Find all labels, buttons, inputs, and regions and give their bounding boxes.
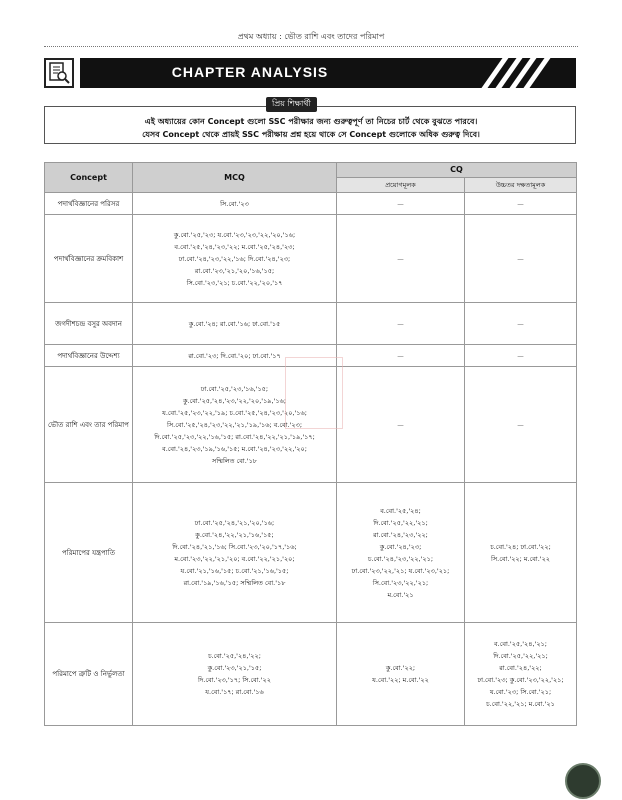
mcq-cell: [133, 303, 337, 345]
reference-line: রা.বো.'২৩,'২১,'২০,'১৬,'১৫;: [194, 266, 275, 275]
header-mcq: MCQ: [133, 163, 337, 193]
reference-line: দি.বো.'২৫,'২২,'২১;: [373, 518, 428, 527]
reference-line: য.বো.'২৫,'২৩,'২২,'১৯; চ.বো.'২৫,'২৪,'২৩,'২০,'১৬;: [162, 408, 307, 417]
reference-line: —: [517, 420, 524, 429]
concept-cell: পরিমাপে ত্রুটি ও নির্ভুলতা: [45, 623, 133, 726]
reference-line: য.বো.'১৭; রা.বো.'১৬: [205, 688, 264, 696]
watermark-logo: [285, 357, 343, 429]
note-label: প্রিয় শিক্ষার্থী: [266, 97, 317, 112]
cq-app-cell: [337, 303, 465, 345]
header-cq-higher-skill: উচ্চতর দক্ষতামূলক: [465, 178, 577, 193]
reference-line: রা.বো.'১৯,'১৬,'১৫; সম্মিলিত বো.'১৮: [183, 578, 286, 587]
mcq-cell: [133, 483, 337, 623]
reference-line: সি.বো.'২২; ম.বো.'২২: [490, 554, 551, 563]
concept-cell: পরিমাপের যন্ত্রপাতি: [45, 483, 133, 623]
reference-line: —: [517, 199, 524, 208]
reference-line: ব.বো.'২৫,'২৪,'২১;: [494, 640, 547, 648]
reference-line: কু.বো.'২৫,'২৪,'২৩,'২২,'২০,'১৯,'১৬;: [182, 396, 287, 405]
cq-high-cell: [465, 303, 577, 345]
mcq-cell: [133, 215, 337, 303]
reference-line: ঢা.বো.'২৫,'২৩,'১৬,'১৫;: [200, 384, 269, 393]
publisher-logo: [565, 763, 601, 799]
reference-line: কু.বো.'২৩,'২১,'১৫;: [207, 664, 262, 672]
header-divider: [44, 46, 578, 47]
concept-cell: ভৌত রাশি এবং তার পরিমাপ: [45, 367, 133, 483]
reference-line: সি.বো.'২৩,'২২,'২১;: [372, 578, 429, 587]
reference-line: ম.বো.'২৩,'২২,'২১,'২০; ব.বো.'২২,'২১,'২০;: [174, 554, 295, 563]
cq-app-cell: [337, 623, 465, 726]
note-line-2: যেসব Concept থেকে প্রায়ই SSC পরীক্ষায় প্রশ্ন হয়ে থাকে সে Concept গুলোকে অধিক গুরুত্ব দিবে।: [142, 130, 480, 139]
table-row: [45, 623, 577, 726]
cq-app-cell: [337, 215, 465, 303]
reference-line: য.বো.'২২; ম.বো.'২২: [372, 676, 429, 684]
document-search-icon: [44, 58, 74, 88]
reference-line: ব.বো.'২৫,'২৪,'২৩,'২২; ম.বো.'২৫,'২৪,'২৩;: [174, 242, 295, 251]
cq-high-cell: [465, 483, 577, 623]
reference-line: ঢা.বো.'২৪,'২৩,'২২,'১৬; দি.বো.'২৪,'২৩;: [178, 254, 291, 263]
chapter-analysis-table: [44, 162, 577, 726]
header-cq: CQ: [337, 163, 577, 178]
cq-app-cell: [337, 483, 465, 623]
table-row: [45, 303, 577, 345]
reference-line: রা.বো.'২৩; দি.বো.'২০; ঢা.বো.'১৭: [188, 351, 281, 360]
cq-high-cell: [465, 623, 577, 726]
reference-line: —: [397, 351, 404, 360]
header-concept: Concept: [45, 163, 133, 193]
reference-line: কু.বো.'২৪; রা.বো.'১৬; ঢা.বো.'১৫: [188, 319, 281, 328]
reference-line: —: [397, 254, 404, 263]
reference-line: দি.বো.'২৫,'২৩,'২২,'১৬,'১৫; রা.বো.'২৪,'২২,'২১,'১৯,'১৭;: [154, 432, 315, 441]
reference-line: রা.বো.'২৪,'২৩,'২২;: [373, 530, 428, 539]
reference-line: ঢা.বো.'২৫,'২৪,'২১,'২০,'১৬;: [194, 518, 275, 527]
reference-line: ঢা.বো.'২৩,'২২,'২১; য.বো.'২৩,'২১;: [351, 566, 450, 575]
reference-line: ঢা.বো.'২৩; কু.বো.'২৩,'২২,'২১;: [477, 676, 564, 684]
reference-line: দি.বো.'২৫,'২২,'২১;: [493, 652, 548, 660]
reference-line: ব.বো.'২৫,'২৪;: [380, 506, 421, 515]
table-row: [45, 193, 577, 215]
cq-app-cell: [337, 345, 465, 367]
concept-cell: পদার্থবিজ্ঞানের পরিসর: [45, 193, 133, 215]
cq-high-cell: [465, 345, 577, 367]
mcq-cell: [133, 193, 337, 215]
cq-high-cell: [465, 193, 577, 215]
reference-line: —: [517, 254, 524, 263]
table-row: [45, 215, 577, 303]
reference-line: চ.বো.'২৪,'২৩,'২২,'২১;: [367, 554, 434, 563]
reference-line: —: [517, 351, 524, 360]
concept-cell: পদার্থবিজ্ঞানের ক্রমবিকাশ: [45, 215, 133, 303]
reference-line: য.বো.'২১,'১৬,'১৫; চ.বো.'২১,'১৬,'১৫;: [180, 566, 289, 575]
reference-line: দি.বো.'২৩,'১৭; সি.বো.'২২: [197, 676, 271, 684]
reference-line: দি.বো.'২৪,'২১,'১৬; সি.বো.'২৩,'২০,'১৭,'১৬;: [172, 542, 297, 551]
chapter-header: প্রথম অধ্যায় : ভৌত রাশি এবং তাদের পরিমাপ: [237, 32, 385, 41]
reference-line: সম্মিলিত বো.'১৮: [211, 456, 258, 465]
reference-line: চ.বো.'২৫,'২৪,'২২;: [208, 652, 261, 660]
reference-line: সি.বো.'২৩,'২১; চ.বো.'২২,'২০,'১৭: [186, 278, 283, 287]
concept-cell: জগদীশচন্দ্র বসুর অবদান: [45, 303, 133, 345]
note-line-1: এই অধ্যায়ের কোন Concept গুলো SSC পরীক্ষার জন্য গুরুত্বপূর্ণ তা নিচের চার্ট থেকে বুঝতে পারবে।: [144, 117, 478, 126]
reference-line: চ.বো.'২২,'২১; ম.বো.'২১: [486, 700, 555, 708]
concept-cell: পদার্থবিজ্ঞানের উদ্দেশ্য: [45, 345, 133, 367]
reference-line: কু.বো.'২৫,'২৩; য.বো.'২৩,'২৩,'২২,'২০,'১৬;: [173, 230, 296, 239]
reference-line: —: [397, 319, 404, 328]
reference-line: চ.বো.'২৪; ঢা.বো.'২২;: [490, 542, 551, 551]
reference-line: —: [397, 420, 404, 429]
reference-line: কু.বো.'২২;: [385, 664, 416, 672]
mcq-cell: [133, 623, 337, 726]
cq-high-cell: [465, 367, 577, 483]
cq-app-cell: [337, 193, 465, 215]
reference-line: কু.বো.'২৪,'২৩;: [379, 542, 422, 551]
reference-line: ম.বো.'২১: [387, 590, 414, 599]
reference-line: ব.বো.'২৪,'২৩,'১৯,'১৬,'১৫; ম.বো.'২৪,'২৩,'২২,'২০;: [162, 444, 307, 453]
reference-line: —: [397, 199, 404, 208]
reference-line: —: [517, 319, 524, 328]
reference-line: সি.বো.'২৫,'২৪,'২৩,'২২,'২১,'১৯,'১৬; ব.বো.'২৩;: [166, 420, 303, 429]
reference-line: সি.বো.'২৩: [220, 199, 249, 208]
reference-line: রা.বো.'২৪,'২২;: [499, 664, 542, 672]
banner-title: CHAPTER ANALYSIS: [171, 64, 329, 80]
cq-app-cell: [337, 367, 465, 483]
chapter-analysis-banner: [80, 58, 576, 88]
reference-line: কু.বো.'২৪,'২২,'২১,'১৬,'১৫;: [195, 530, 274, 539]
cq-high-cell: [465, 215, 577, 303]
header-cq-application: প্রয়োগমূলক: [337, 178, 465, 193]
table-row: [45, 483, 577, 623]
reference-line: য.বো.'২৩; সি.বো.'২১;: [489, 688, 552, 696]
